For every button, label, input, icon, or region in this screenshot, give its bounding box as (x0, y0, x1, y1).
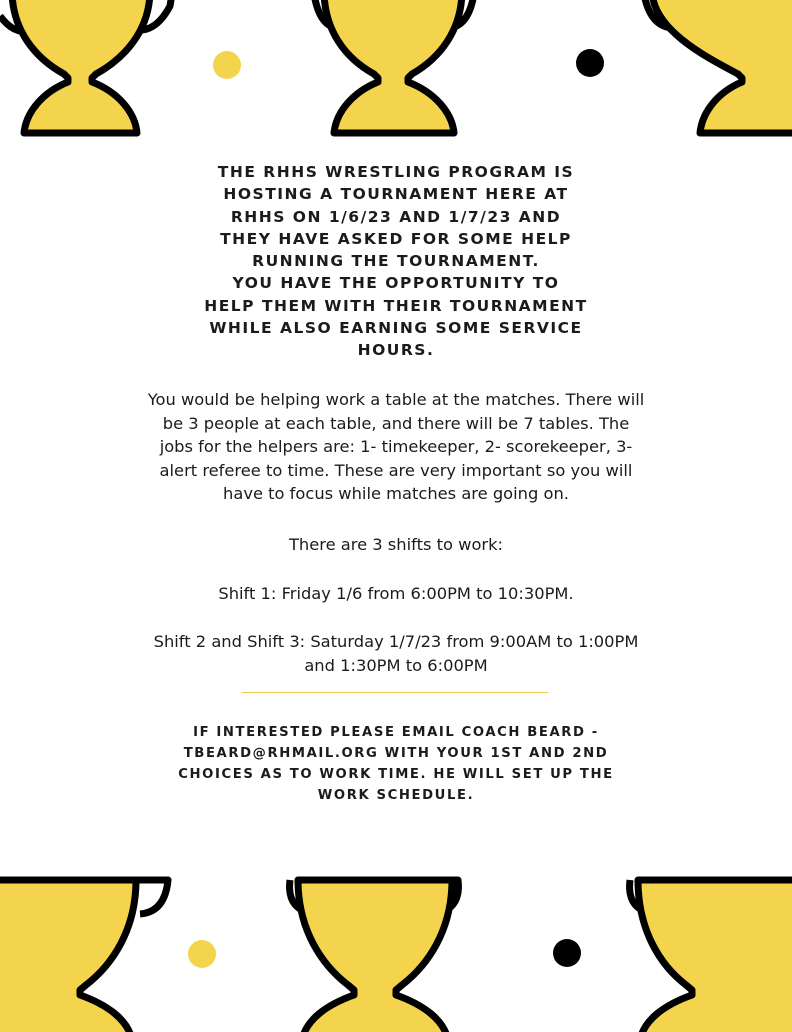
contact-line: IF INTERESTED PLEASE EMAIL COACH BEARD - (193, 725, 599, 740)
yellow-dot (188, 940, 216, 968)
shift-1 (96, 582, 696, 606)
trophy-icon (0, 0, 172, 133)
headline-line: HOSTING A TOURNAMENT HERE AT (223, 185, 569, 204)
headline-line: WHILE ALSO EARNING SOME SERVICE (209, 319, 583, 338)
intro-line: alert referee to time. These are very important so you will (159, 460, 633, 480)
intro-line: jobs for the helpers are: 1- timekeeper, 2- scorekeeper, 3- (159, 437, 633, 456)
headline-line: RUNNING THE TOURNAMENT. (252, 252, 540, 271)
shift-1-text: Shift 1: Friday 1/6 from 6:00PM to 10:30PM. (218, 584, 574, 603)
shift-2-3-line: Shift 2 and Shift 3: Saturday 1/7/23 from 9:00AM to 1:00PM (153, 632, 639, 651)
intro-paragraph (96, 388, 696, 506)
contact-line: WORK SCHEDULE. (317, 788, 475, 803)
headline-line: HOURS. (357, 341, 435, 360)
top-decor-band (0, 0, 792, 140)
headline-line: YOU HAVE THE OPPORTUNITY TO (232, 274, 560, 293)
trophy-icon (630, 880, 792, 1032)
trophy-icon (314, 0, 474, 133)
shifts-intro-text: There are 3 shifts to work: (288, 535, 504, 554)
shifts-intro (96, 533, 696, 557)
divider (242, 692, 548, 693)
headline (146, 161, 646, 362)
yellow-dot (213, 51, 241, 79)
black-dot (576, 49, 604, 77)
contact-line: CHOICES AS TO WORK TIME. HE WILL SET UP THE (178, 767, 614, 782)
intro-line: have to focus while matches are going on. (223, 484, 569, 503)
shift-2-3 (96, 630, 696, 677)
headline-line: HELP THEM WITH THEIR TOURNAMENT (204, 296, 588, 315)
black-dot (553, 939, 581, 967)
trophy-icon (644, 0, 792, 133)
contact-info (126, 722, 666, 806)
contact-line: TBEARD@RHMAIL.ORG WITH YOUR 1ST AND 2ND (183, 746, 609, 761)
trophy-icon (0, 880, 168, 1032)
headline-line: RHHS ON 1/6/23 AND 1/7/23 AND (230, 207, 562, 226)
intro-line: You would be helping work a table at the matches. There will (147, 390, 645, 409)
bottom-decor-band (0, 868, 792, 1032)
shift-2-3-line: and 1:30PM to 6:00PM (304, 655, 488, 675)
intro-line: be 3 people at each table, and there will be 7 tables. The (162, 413, 630, 433)
headline-line: THE RHHS WRESTLING PROGRAM IS (217, 163, 575, 181)
headline-line: THEY HAVE ASKED FOR SOME HELP (220, 229, 572, 248)
trophy-icon (290, 880, 459, 1032)
